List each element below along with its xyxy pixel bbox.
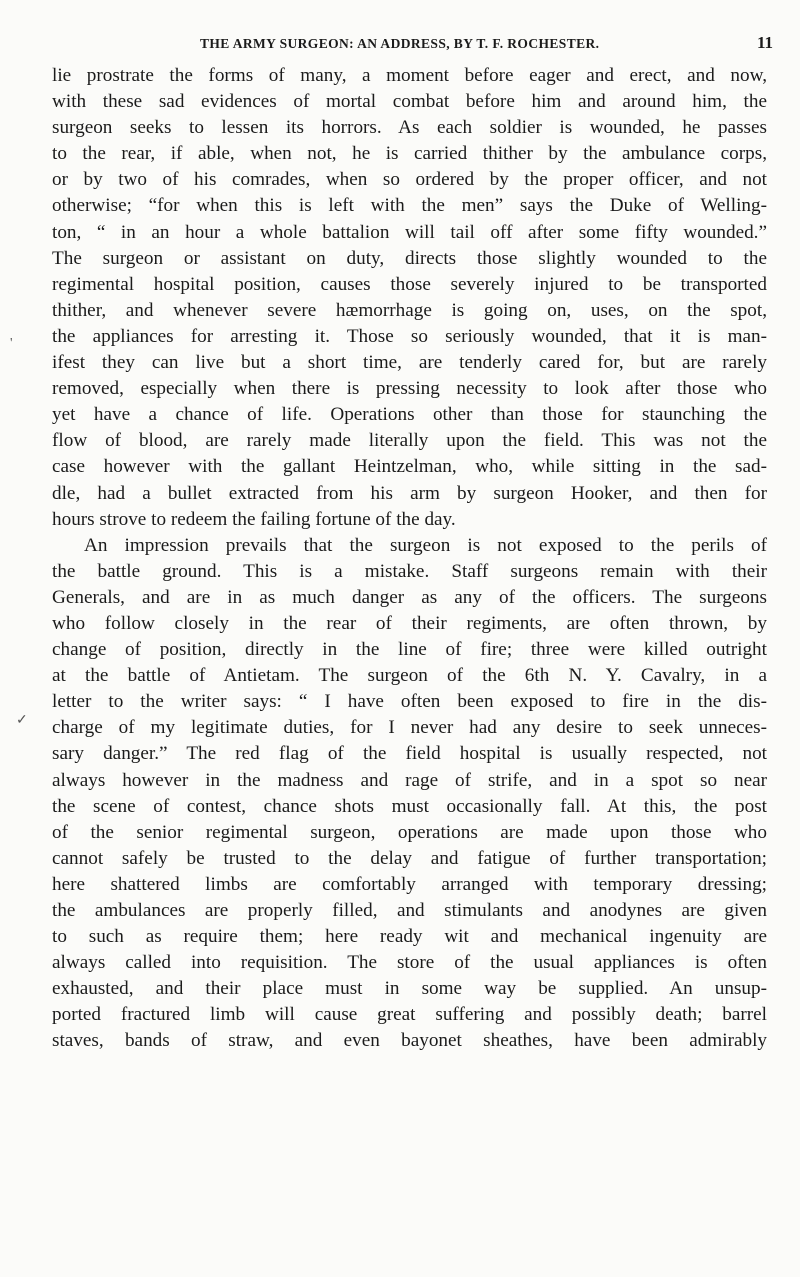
text-line: ported fractured limb will cause great suffering and possibly death; barrel [52,1004,767,1026]
text-line: to the rear, if able, when not, he is carried thither by the ambulance corps, [52,143,767,165]
margin-check-mark: ✓ [16,713,28,728]
text-line: case however with the gallant Heintzelman, who, while sitting in the sad- [52,456,767,478]
text-line: charge of my legitimate duties, for I never had any desire to seek unneces- [52,717,767,739]
text-line: cannot safely be trusted to the delay and fatigue of further transportation; [52,847,767,869]
text-line: here shattered limbs are comfortably arranged with temporary dressing; [52,873,767,895]
text-line: the appliances for arresting it. Those so seriously wounded, that it is man- [52,325,767,347]
text-line: ton, “ in an hour a whole battalion will tail off after some fifty wounded.” [52,221,767,243]
text-line: the ambulances are properly filled, and stimulants and anodynes are given [52,900,767,921]
text-line: to such as require them; here ready wit and mechanical ingenuity are [52,926,767,948]
text-line: thither, and whenever severe hæmorrhage is going on, uses, on the spot, [52,299,767,321]
text-line: or by two of his comrades, when so ordered by the proper officer, and not [52,169,767,191]
text-line: at the battle of Antietam. The surgeon of the 6th N. Y. Cavalry, in a [52,665,767,687]
text-line: always called into requisition. The store of the usual appliances is often [52,952,767,974]
text-line: of the senior regimental surgeon, operations are made upon those who [52,821,767,843]
text-line: the scene of contest, chance shots must occasionally fall. At this, the post [52,795,767,817]
page-number: 11 [757,33,774,52]
text-line: letter to the writer says: “ I have often been exposed to fire in the dis- [52,691,767,713]
text-line: An impression prevails that the surgeon is not exposed to the perils of [84,534,767,556]
text-line: Generals, and are in as much danger as any of the officers. The surgeons [52,586,767,608]
text-line: lie prostrate the forms of many, a moment before eager and erect, and now, [52,65,767,86]
text-line: change of position, directly in the line of fire; three were killed outright [52,639,767,661]
text-line: the battle ground. This is a mistake. Staff surgeons remain with their [52,560,767,582]
text-line: sary danger.” The red flag of the field hospital is usually respected, not [52,743,767,765]
text-line: dle, had a bullet extracted from his arm by surgeon Hooker, and then for [52,482,767,504]
text-line: yet have a chance of life. Operations other than those for staunching the [52,404,767,426]
text-line: always however in the madness and rage of strife, and in a spot so near [52,769,767,791]
text-line: ifest they can live but a short time, are tenderly cared for, but are rarely [52,352,767,374]
running-head: THE ARMY SURGEON: AN ADDRESS, BY T. F. ROCHESTER. [200,36,600,51]
text-line: surgeon seeks to lessen its horrors. As each soldier is wounded, he passes [52,117,767,139]
text-line: staves, bands of straw, and even bayonet sheathes, have been admirably [52,1030,767,1052]
text-line: removed, especially when there is pressing necessity to look after those who [52,378,767,400]
text-line: otherwise; “for when this is left with the men” says the Duke of Welling- [52,195,767,217]
text-line: The surgeon or assistant on duty, directs those slightly wounded to the [52,247,767,269]
text-line: with these sad evidences of mortal combat before him and around him, the [52,91,767,113]
text-line: flow of blood, are rarely made literally upon the field. This was not the [52,430,767,452]
body-text [52,63,767,1055]
text-line: hours strove to redeem the failing fortune of the day. [52,508,456,530]
text-line: who follow closely in the rear of their regiments, are often thrown, by [52,612,767,634]
margin-tick-mark: ' [10,336,13,351]
text-line: regimental hospital position, causes those severely injured to be transported [52,273,767,295]
text-line: exhausted, and their place must in some way be supplied. An unsup- [52,978,767,1000]
